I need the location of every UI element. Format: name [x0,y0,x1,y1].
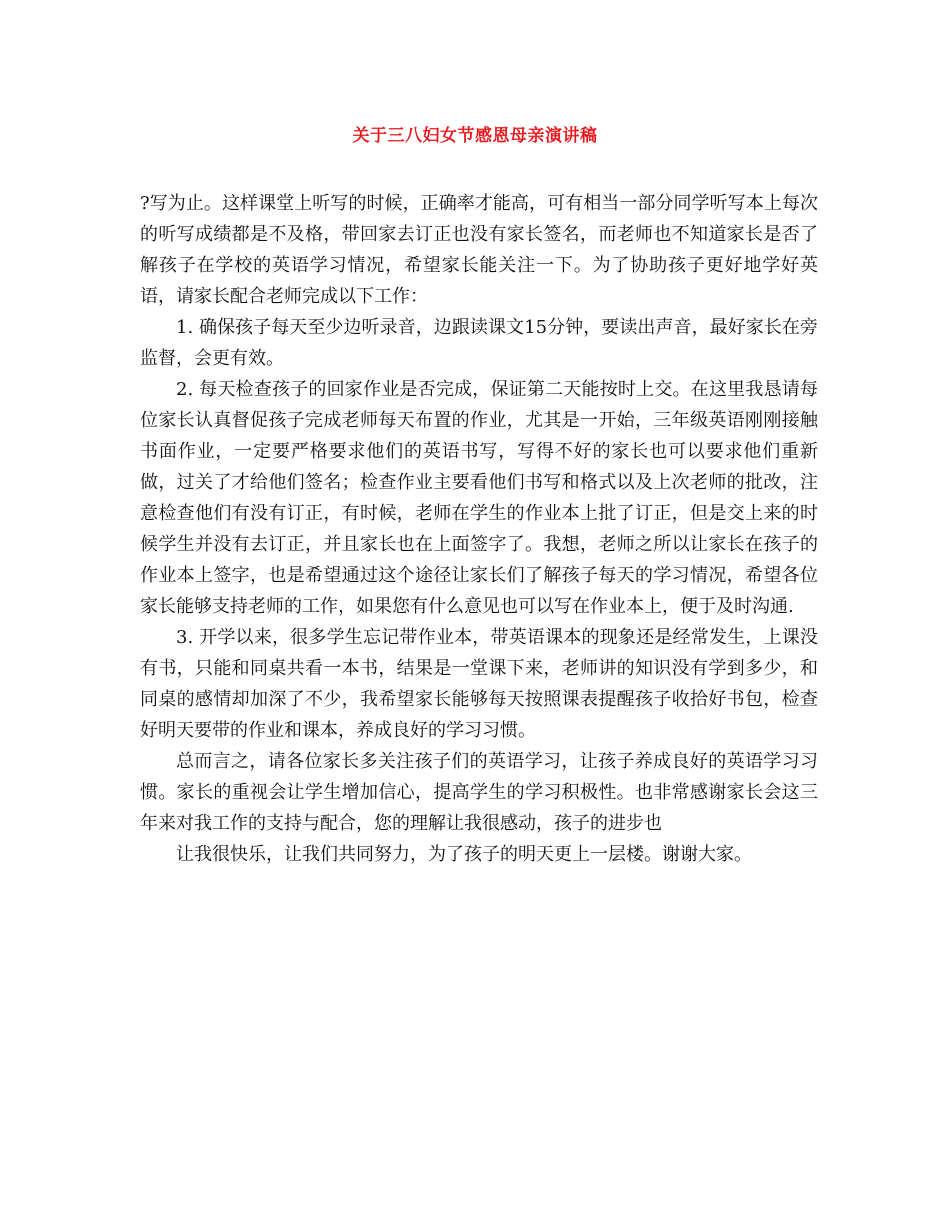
document-body [140,188,818,870]
paragraph-intro: ?写为止。这样课堂上听写的时候，正确率才能高，可有相当一部分同学听写本上每次的听写成绩都是不及格，带回家去订正也没有家长签名，而老师也不知道家长是否了解孩子在学校的英语学习情况，希望家长能关注一下。为了协助孩子更好地学好英语，请家长配合老师完成以下工作： [140,193,818,307]
paragraph-item-1: 1. 确保孩子每天至少边听录音，边跟读课文15分钟，要读出声音，最好家长在旁监督，会更有效。 [140,317,818,369]
document-title: 关于三八妇女节感恩母亲演讲稿 [352,126,598,146]
paragraph-item-2: 2. 每天检查孩子的回家作业是否完成，保证第二天能按时上交。在这里我恳请每位家长认真督促孩子完成老师每天布置的作业，尤其是一开始，三年级英语刚刚接触书面作业，一定要严格要求他们的英语书写，写得不好的家长也可以要求他们重新做，过关了才给他们签名；检查作业主要看他们书写和格式以及上次老师的批改，注意检查他们有没有订正，有时候，老师在学生的作业本上批了订正，但是交上来的时候学生并没有去订正，并且家长也在上面签字了。我想，老师之所以让家长在孩子的作业本上签字，也是希望通过这个途径让家长们了解孩子每天的学习情况，希望各位家长能够支持老师的工作，如果您有什么意见也可以写在作业本上，便于及时沟通. [140,379,818,617]
paragraph-item-3: 3. 开学以来，很多学生忘记带作业本，带英语课本的现象还是经常发生，上课没有书，只能和同桌共看一本书，结果是一堂课下来，老师讲的知识没有学到多少，和同桌的感情却加深了不少，我希望家长能够每天按照课表提醒孩子收拾好书包，检查好明天要带的作业和课本，养成良好的学习习惯。 [140,627,818,741]
paragraph-closing: 让我很快乐，让我们共同努力，为了孩子的明天更上一层楼。谢谢大家。 [176,844,752,865]
paragraph-summary: 总而言之，请各位家长多关注孩子们的英语学习，让孩子养成良好的英语学习习惯。家长的重视会让学生增加信心，提高学生的学习积极性。也非常感谢家长会这三年来对我工作的支持与配合，您的理解让我很感动，孩子的进步也 [140,751,818,834]
